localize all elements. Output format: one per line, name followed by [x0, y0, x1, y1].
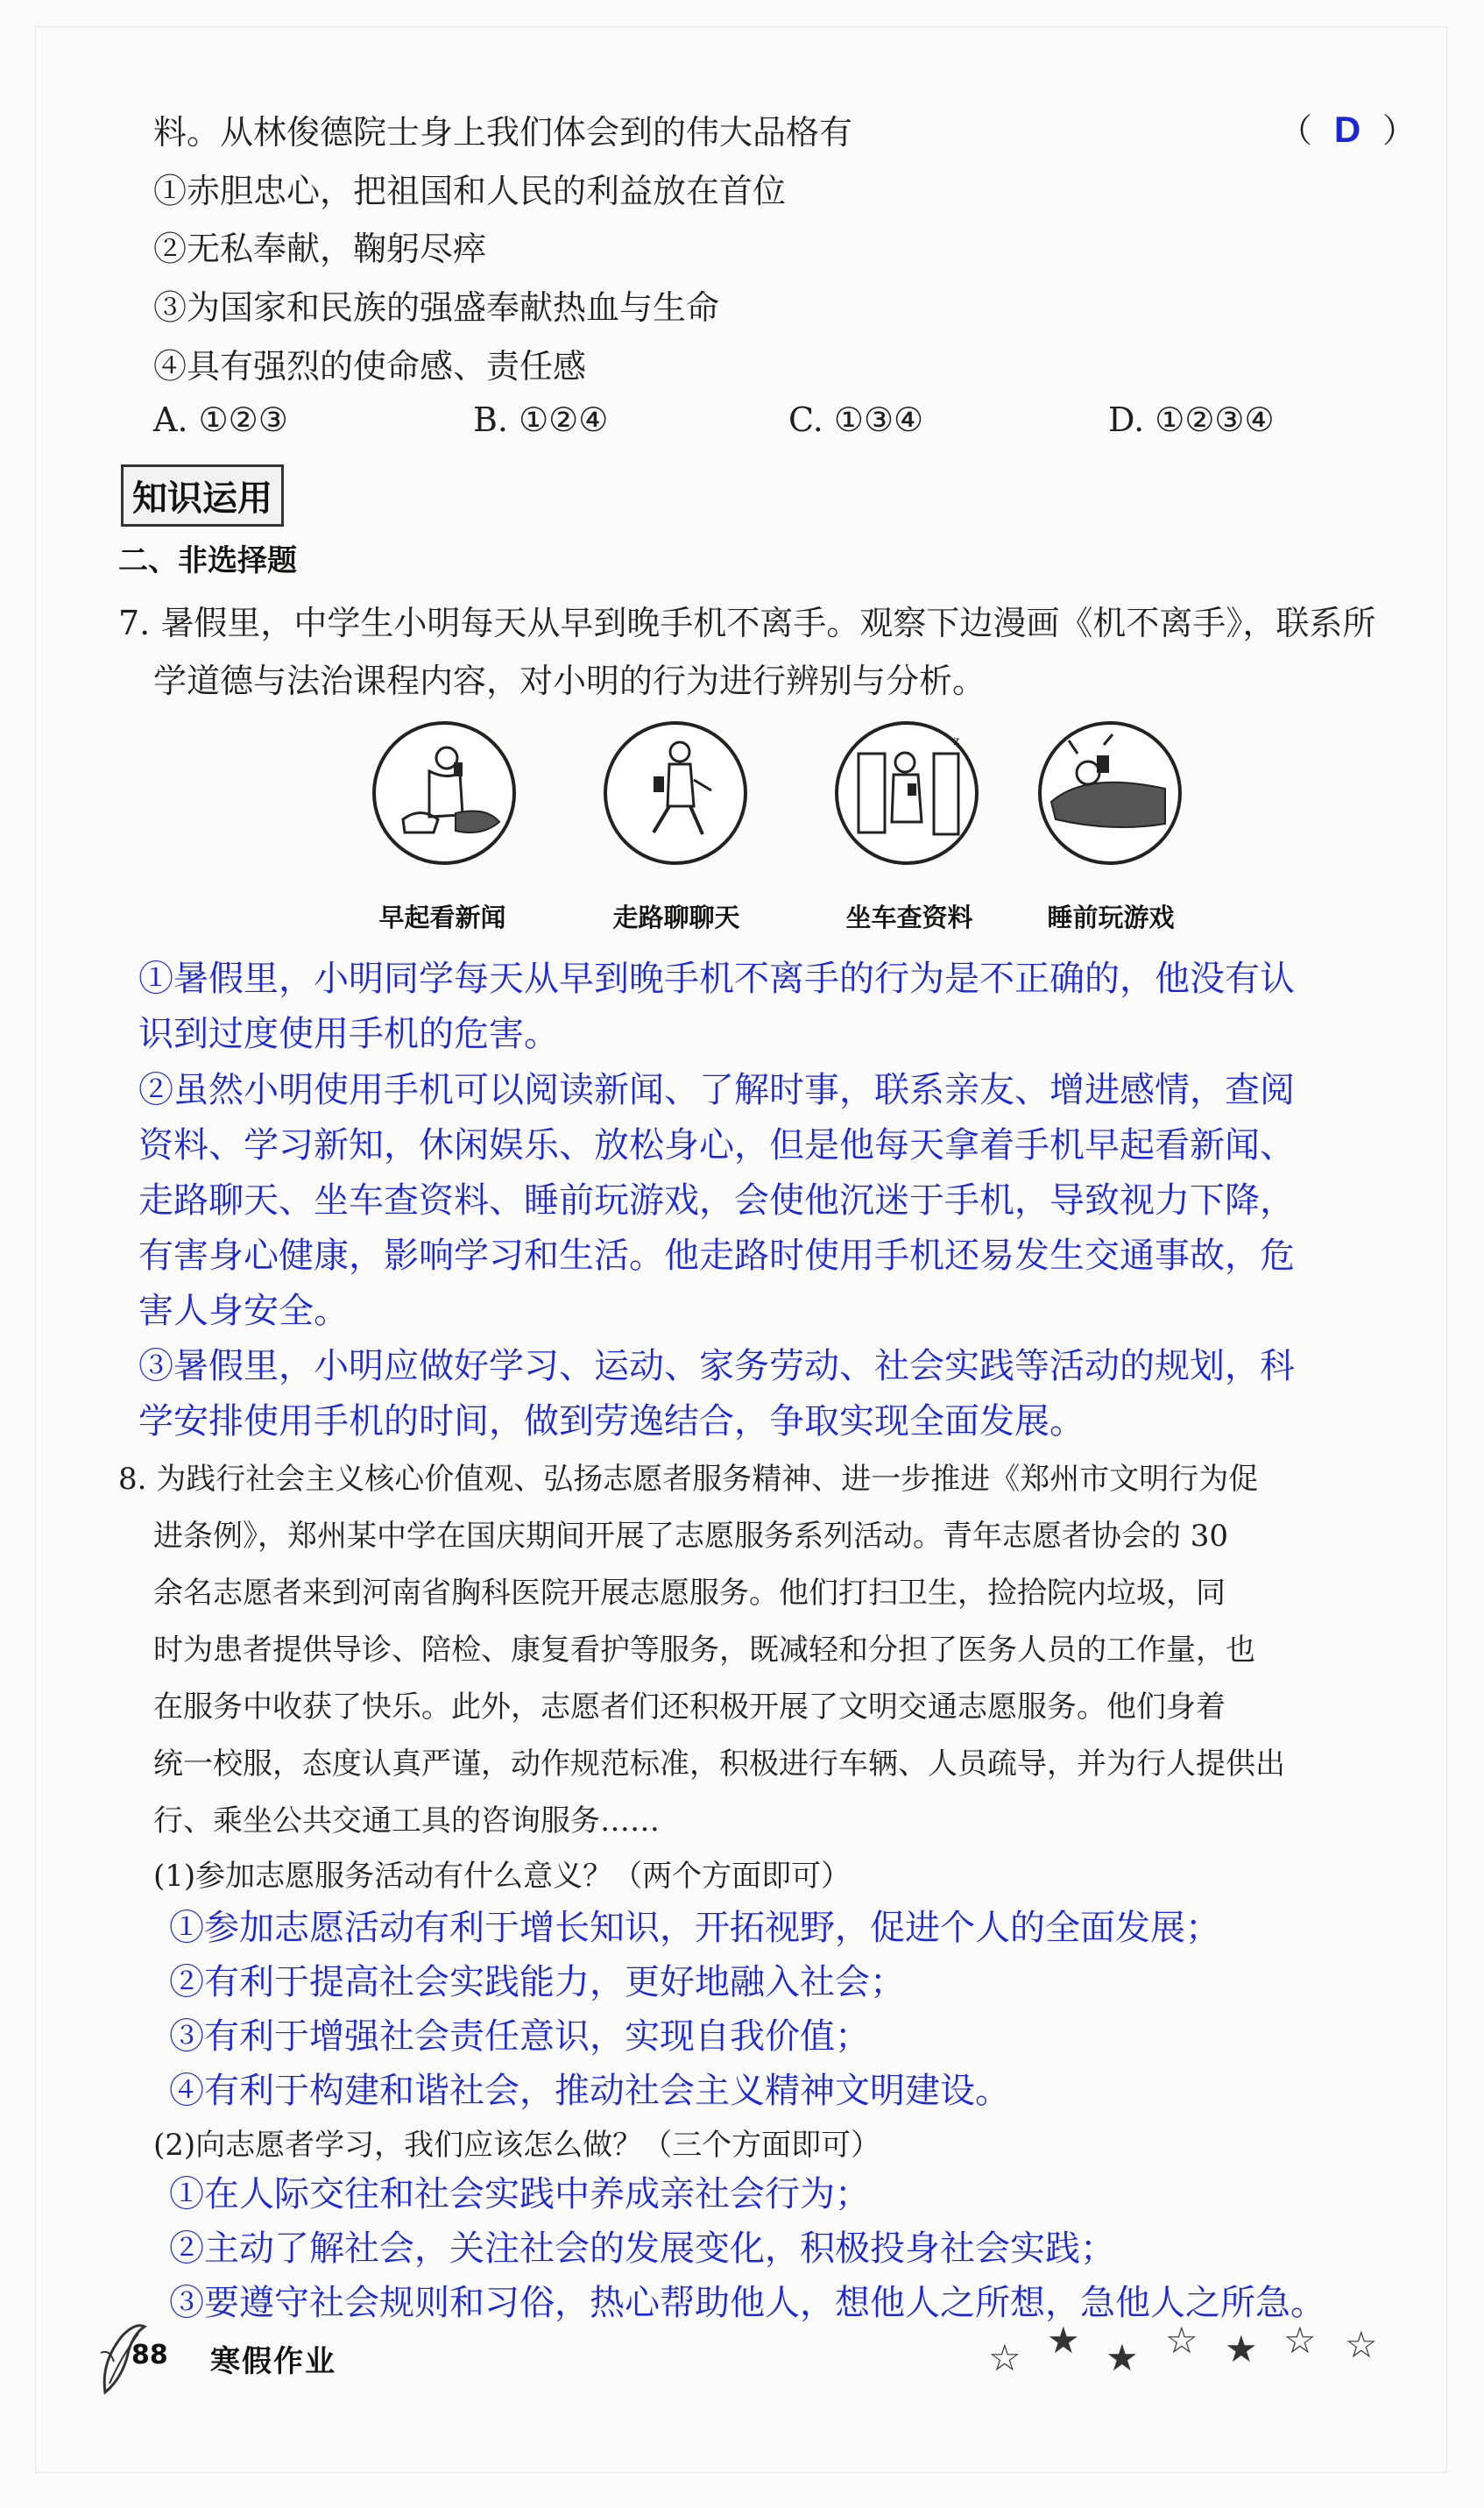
q7-answer-line: 有害身心健康，影响学习和生活。他走路时使用手机还易发生交通事故，危	[138, 1236, 1295, 1276]
comic-bedtime-game-illustration	[1034, 719, 1186, 868]
q7-answer-line: 害人身安全。	[138, 1291, 349, 1331]
star-icon: ☆	[1345, 2323, 1378, 2366]
q6-item: ②无私奉献，鞠躬尽瘁	[153, 230, 487, 268]
comic-caption: 坐车查资料	[845, 903, 973, 932]
q6-option-b: B. ①②④	[473, 400, 609, 439]
q7-answer-line: 资料、学习新知，休闲娱乐、放松身心，但是他每天拿着手机早起看新闻、	[138, 1125, 1295, 1165]
q8-stem: 统一校服，态度认真严谨，动作规范标准，积极进行车辆、人员疏导，并为行人提供出	[153, 1746, 1285, 1782]
q7-answer-line: 学安排使用手机的时间，做到劳逸结合，争取实现全面发展。	[138, 1401, 1085, 1442]
q8-sub1-answer-line: ③有利于增强社会责任意识，实现自我价值；	[169, 2016, 870, 2057]
q8-subquestion-2: (2)向志愿者学习，我们应该怎么做？（三个方面即可）	[153, 2128, 881, 2163]
q8-stem: 时为患者提供导诊、陪检、康复看护等服务，既减轻和分担了医务人员的工作量，也	[153, 1633, 1255, 1668]
star-icon: ☆	[1283, 2319, 1317, 2362]
star-rating-decoration	[981, 2319, 1402, 2379]
q8-sub1-answer-line: ①参加志愿活动有利于增长知识，开拓视野，促进个人的全面发展；	[169, 1908, 1220, 1948]
q6-stem-tail: 料。从林俊德院士身上我们体会到的伟大品格有	[153, 113, 853, 152]
q7-answer-line: 走路聊天、坐车查资料、睡前玩游戏，会使他沉迷于手机，导致视力下降，	[138, 1180, 1295, 1221]
svg-text:z: z	[953, 734, 960, 748]
book-title: 寒假作业	[210, 2344, 336, 2379]
q8-stem: 行、乘坐公共交通工具的咨询服务……	[153, 1803, 660, 1838]
q6-answer: D	[1333, 109, 1361, 150]
q6-item: ④具有强烈的使命感、责任感	[153, 347, 587, 386]
star-icon: ★	[1047, 2319, 1080, 2362]
q8-stem: 余名志愿者来到河南省胸科医院开展志愿服务。他们打扫卫生，捡拾院内垃圾，同	[153, 1576, 1226, 1611]
q7-stem: 7. 暑假里，中学生小明每天从早到晚手机不离手。观察下边漫画《机不离手》，联系所	[118, 604, 1376, 642]
comic-walking-chat-illustration	[599, 719, 752, 868]
q7-answer-line: ②虽然小明使用手机可以阅读新闻、了解时事，联系亲友、增进感情，查阅	[138, 1070, 1295, 1110]
section-title: 二、非选择题	[118, 543, 297, 578]
q6-option-c: C. ①③④	[788, 400, 924, 439]
star-icon: ☆	[988, 2336, 1021, 2379]
q8-sub2-answer-line: ①在人际交往和社会实践中养成亲社会行为；	[169, 2174, 870, 2214]
comic-caption: 睡前玩游戏	[1047, 903, 1175, 932]
q7-answer-line: ③暑假里，小明应做好学习、运动、家务劳动、社会实践等活动的规划，科	[138, 1346, 1295, 1386]
q8-sub1-answer-line: ②有利于提高社会实践能力，更好地融入社会；	[169, 1962, 905, 2002]
star-icon: ☆	[1165, 2319, 1198, 2362]
q8-stem: 8. 为践行社会主义核心价值观、弘扬志愿者服务精神、进一步推进《郑州市文明行为促	[118, 1462, 1259, 1497]
q8-sub1-answer-line: ④有利于构建和谐社会，推动社会主义精神文明建设。	[169, 2071, 1010, 2111]
q8-stem: 在服务中收获了快乐。此外，志愿者们还积极开展了文明交通志愿服务。他们身着	[153, 1690, 1226, 1725]
comic-bus-search-illustration	[830, 719, 983, 868]
comic-caption: 走路聊聊天	[612, 903, 740, 932]
q6-item: ③为国家和民族的强盛奉献热血与生命	[153, 288, 720, 327]
q7-answer-line: ①暑假里，小明同学每天从早到晚手机不离手的行为是不正确的，他没有认	[138, 959, 1295, 999]
q6-answer-paren	[1279, 103, 1416, 152]
q6-item: ①赤胆忠心，把祖国和人民的利益放在首位	[153, 172, 787, 210]
q7-stem: 学道德与法治课程内容，对小明的行为进行辨别与分析。	[153, 662, 986, 700]
comic-caption: 早起看新闻	[378, 903, 506, 932]
page-number: 88	[131, 2340, 168, 2370]
comic-reading-news-illustration	[368, 719, 520, 868]
q7-answer-line: 识到过度使用手机的危害。	[138, 1014, 559, 1054]
q8-sub2-answer-line: ②主动了解社会，关注社会的发展变化，积极投身社会实践；	[169, 2228, 1115, 2269]
paren-open: （	[1279, 111, 1313, 150]
section-label-box: 知识运用	[121, 464, 284, 527]
star-icon: ★	[1106, 2336, 1139, 2379]
q8-stem: 进条例》，郑州某中学在国庆期间开展了志愿服务系列活动。青年志愿者协会的 30	[153, 1519, 1229, 1554]
q8-sub2-answer-line: ③要遵守社会规则和习俗，热心帮助他人，想他人之所想，急他人之所急。	[169, 2283, 1325, 2323]
q8-subquestion-1: (1)参加志愿服务活动有什么意义？（两个方面即可）	[153, 1859, 852, 1894]
star-icon: ★	[1225, 2327, 1258, 2370]
q6-option-d: D. ①②③④	[1108, 400, 1275, 439]
q6-option-a: A. ①②③	[153, 400, 288, 439]
paren-close: ）	[1382, 111, 1417, 150]
